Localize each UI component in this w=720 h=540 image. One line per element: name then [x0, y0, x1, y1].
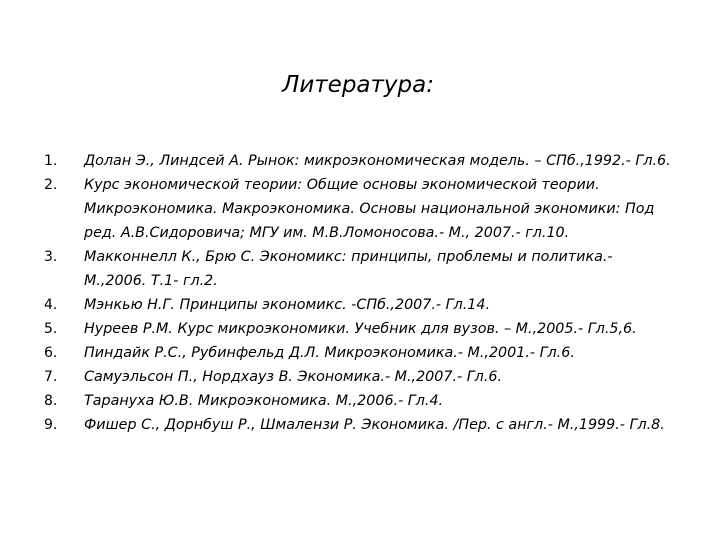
- reference-list: [0, 149, 720, 437]
- reference-text: Самуэльсон П., Нордхауз В. Экономика.- М.,2007.- Гл.6.: [84, 369, 502, 385]
- reference-item: [0, 413, 688, 437]
- reference-item: [0, 293, 688, 317]
- reference-number: 3.: [44, 249, 58, 265]
- reference-number: 9.: [44, 417, 58, 433]
- reference-text: Нуреев Р.М. Курс микроэкономики. Учебник для вузов. – М.,2005.- Гл.5,6.: [84, 321, 637, 337]
- reference-text: Макконнелл К., Брю С. Экономикс: принципы, проблемы и политика.-: [84, 249, 613, 265]
- reference-item: [0, 317, 688, 341]
- reference-number: 8.: [44, 393, 58, 409]
- reference-number: 5.: [44, 321, 58, 337]
- slide-title-text: Литература:: [282, 72, 434, 98]
- reference-item: [0, 245, 688, 293]
- reference-number: 1.: [44, 153, 58, 169]
- reference-text: Тарануха Ю.В. Микроэкономика. М.,2006.- Гл.4.: [84, 393, 444, 409]
- reference-text: Мэнкью Н.Г. Принципы экономикс. -СПб.,2007.- Гл.14.: [84, 297, 490, 313]
- reference-number: 6.: [44, 345, 58, 361]
- reference-number: 7.: [44, 369, 58, 385]
- slide-title: [0, 72, 720, 98]
- reference-item: [0, 341, 688, 365]
- reference-item: [0, 365, 688, 389]
- reference-item: [0, 149, 688, 173]
- reference-text: Курс экономической теории: Общие основы экономической теории.: [84, 177, 600, 193]
- reference-text: ред. А.В.Сидоровича; МГУ им. М.В.Ломоносова.- М., 2007.- гл.10.: [84, 225, 570, 241]
- reference-text: М.,2006. Т.1- гл.2.: [84, 273, 218, 289]
- reference-item: [0, 389, 688, 413]
- reference-text: Фишер С., Дорнбуш Р., Шмалензи Р. Экономика. /Пер. с англ.- М.,1999.- Гл.8.: [84, 417, 665, 433]
- reference-number: 4.: [44, 297, 58, 313]
- reference-text: Пиндайк Р.С., Рубинфельд Д.Л. Микроэкономика.- М.,2001.- Гл.6.: [84, 345, 575, 361]
- reference-item: [0, 173, 688, 245]
- reference-text: Микроэкономика. Макроэкономика. Основы национальной экономики: Под: [84, 201, 655, 217]
- reference-number: 2.: [44, 177, 58, 193]
- reference-text: Долан Э., Линдсей А. Рынок: микроэкономическая модель. – СПб.,1992.- Гл.6.: [84, 153, 671, 169]
